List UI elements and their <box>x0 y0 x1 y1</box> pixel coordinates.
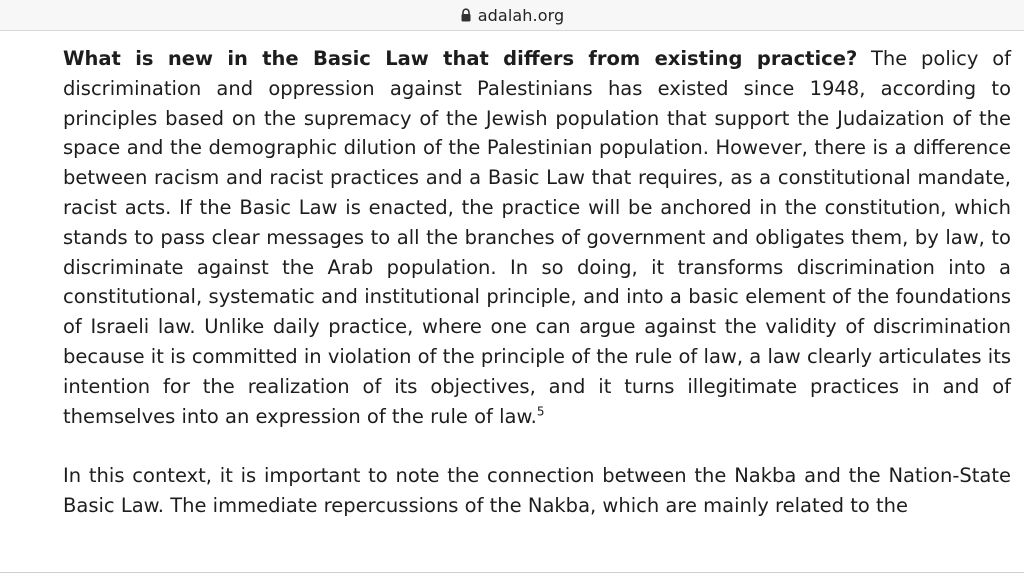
lock-icon <box>460 8 472 22</box>
paragraph-body: The policy of discrimination and oppression against Palestinians has existed since 1948, according to principles based on the supremacy of the Jewish population that support the Judaization of the space and the demographic dilution of the Palestinian population. However, there is a difference between racism and racist practices and a Basic Law that requires, as a constitutional mandate, racist acts. If the Basic Law is enacted, the practice will be anchored in the constitution, which stands to pass clear messages to all the branches of government and obligates them, by law, to discriminate against the Arab population. In so doing, it transforms discrimination into a constitutional, systematic and institutional principle, and into a basic element of the foundations of Israeli law. Unlike daily practice, where one can argue against the validity of discrimination because it is committed in violation of the principle of the rule of law, a law clearly articulates its intention for the realization of its objectives, and it turns illegitimate practices in and of themselves into an expression of the rule of law. <box>63 47 1011 428</box>
article-content <box>63 44 1011 521</box>
url-text: adalah.org <box>477 5 565 25</box>
paragraph-lead-question: What is new in the Basic Law that differs from existing practice? <box>63 47 858 70</box>
browser-address-bar <box>0 0 1024 31</box>
url-display[interactable] <box>460 6 564 25</box>
footnote-reference[interactable]: 5 <box>536 404 545 419</box>
divider <box>0 572 1024 573</box>
article-paragraph-1 <box>63 44 1011 431</box>
paragraph-body: In this context, it is important to note the connection between the Nakba and the Nation-State Basic Law. The immediate repercussions of the Nakba, which are mainly related to the <box>63 464 1011 518</box>
article-paragraph-2 <box>63 461 1011 521</box>
